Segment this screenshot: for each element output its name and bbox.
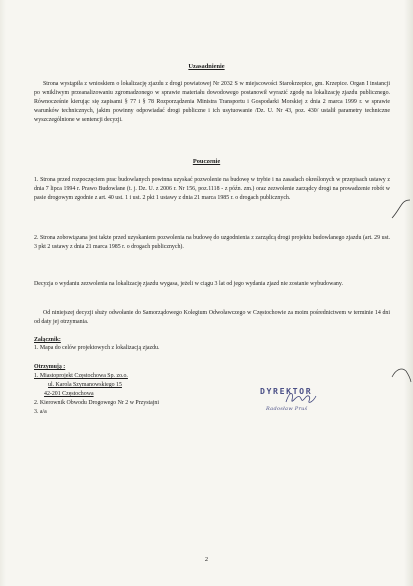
instruction-heading: Pouczenie <box>192 158 221 165</box>
justification-heading: Uzasadnienie <box>188 63 225 70</box>
attachment-item: 1. Mapa do celów projektowych z lokalizacją zjazdu. <box>34 345 160 351</box>
instruction-point-1: 1. Strona przed rozpoczęciem prac budowlanych powinna uzyskać pozwolenie na budowę w trybie i na zasadach określonych w przepisach ustawy z dnia 7 lipca 1994 r. Prawo Budowlane (t. j. Dz. U. z 2006 r. Nr 156, poz.1118 - z późn. zm.) oraz zezwolenie zarządcy drogi na prowadzenie robót w pasie drogowym zgodnie z art. 40 ust. 1 i ust. 2 pkt 1 ustawy z dnia 21 marca 1985 r. o drogach publicznych. <box>34 177 390 201</box>
page-number: 2 <box>204 556 209 563</box>
margin-pen-mark <box>390 198 413 223</box>
recipient-1-city: 42-201 Częstochowa <box>44 391 94 397</box>
stamp-title: DYREKTOR <box>260 386 313 396</box>
margin-pen-mark <box>390 365 413 387</box>
recipient-2: 2. Kierownik Obwodu Drogowego Nr 2 w Przystajni <box>34 400 159 406</box>
recipients-label: Otrzymują : <box>34 364 66 370</box>
justification-text: Strona wystąpiła z wnioskiem o lokalizację zjazdu z drogi powiatowej Nr 2032 S w miejscowości Starokrzepice, gm. Krzepice. Organ I instancji po wnikliwym przeanalizowaniu zgromadzonego w sprawie materiału dowodowego postanowił wyrazić zgodę na lokalizację zjazdu publicznego. Równocześnie kierując się zapisami § 77 i § 78 Rozporządzenia Ministra Transportu i Gospodarki Morskiej z dnia 2 marca 1999 r. w sprawie warunków technicznych, jakim powinny odpowiadać drogi publiczne i ich usytuowanie /Dz. U. Nr 43, poz. 430/ ustalił parametry techniczne wyszczególnione w sentencji decyzji. <box>34 81 390 123</box>
expiry-note: Decyzja o wydaniu zezwolenia na lokalizację zjazdu wygasa, jeżeli w ciągu 3 lat od jego wydania zjazd nie zostanie wybudowany. <box>34 281 343 287</box>
recipient-1-street: ul. Karola Szymanowskiego 15 <box>48 382 122 388</box>
instruction-point-2: 2. Strona zobowiązana jest także przed uzyskaniem pozwolenia na budowę do uzgodnienia z zarządcą drogi projektu budowlanego zjazdu (art. 29 ust. 3 pkt 2 ustawy z dnia 21 marca 1985 r. o drogach publicznych). <box>34 235 390 250</box>
recipient-3: 3. a/a <box>34 409 47 415</box>
appeal-note: Od niniejszej decyzji służy odwołanie do Samorządowego Kolegium Odwoławczego w Częstochowie za moim pośrednictwem w terminie 14 dni od daty jej otrzymania. <box>34 310 390 325</box>
recipient-1-name: 1. Miastoprojekt Częstochowa Sp. zo.o. <box>34 373 128 379</box>
handwritten-signature <box>282 388 322 408</box>
stamp-name: Radosław Pruś <box>266 406 308 412</box>
attachments-label: Załącznik: <box>34 337 61 343</box>
